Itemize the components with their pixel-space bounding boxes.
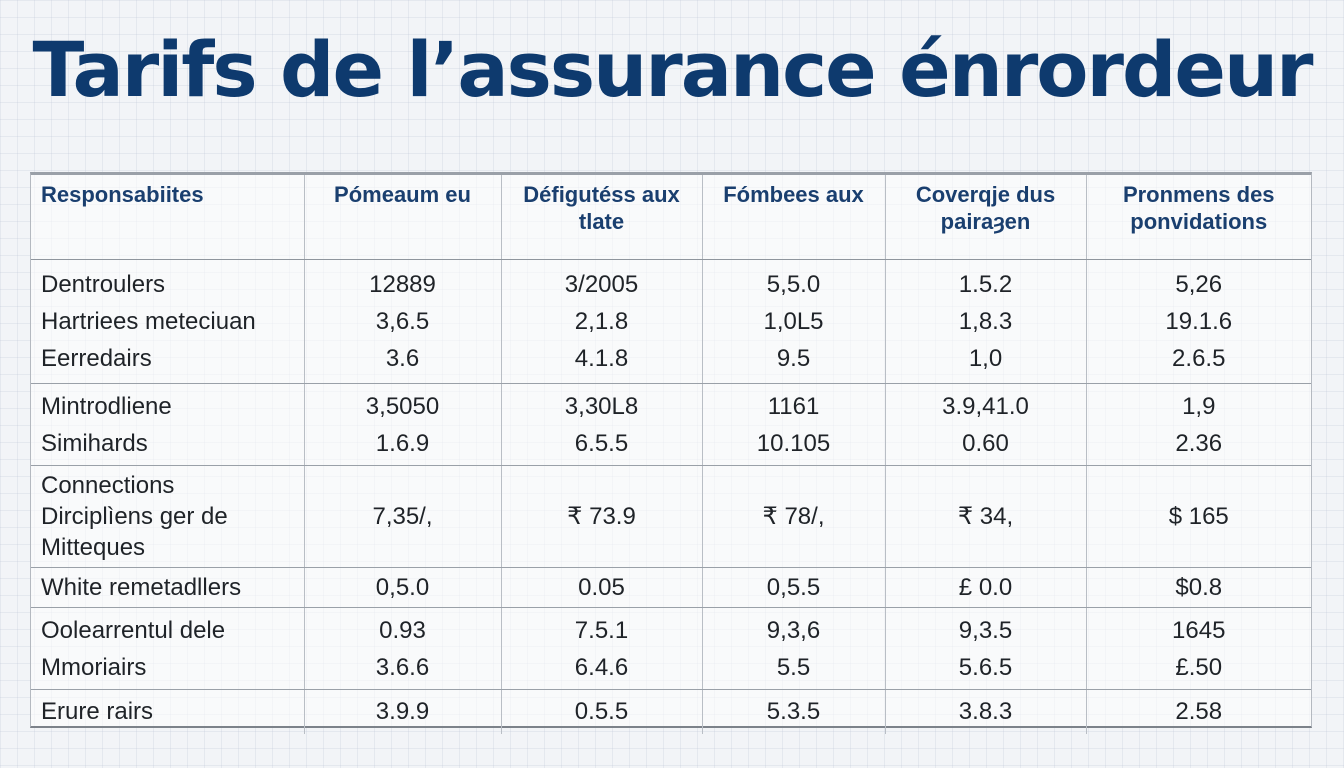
table-cell (885, 260, 1086, 384)
row-label: White remetadllers (41, 574, 242, 601)
row-label: Eerredairs (41, 345, 152, 372)
page-title: Tarifs de l’assurance énrordeur (32, 25, 1312, 114)
cell-value: 5,5.0 (766, 271, 821, 298)
cell-value: 3,30L8 (564, 392, 639, 420)
cell-value: 0,5.5 (766, 574, 821, 601)
cell-value: 1,0L5 (763, 308, 824, 335)
row-label: Mintrodliene (41, 392, 172, 420)
cell-value: 3,5050 (365, 392, 440, 420)
cell-value: 1,0 (968, 345, 1003, 372)
table-row-group (31, 384, 1311, 466)
cell-value: 3.9,41.0 (942, 392, 1029, 420)
cell-value: ₹ 73.9 (567, 503, 636, 530)
table-cell (304, 384, 501, 466)
table-cell (304, 466, 501, 568)
table-cell (885, 608, 1086, 690)
cell-value: ₹ 34, (957, 503, 1014, 530)
cell-value: 1,8.3 (958, 308, 1013, 335)
cell-value: 7,35/, (372, 503, 433, 530)
table-cell (885, 568, 1086, 608)
cell-value: 9,3,6 (766, 616, 821, 644)
table-row-group (31, 690, 1311, 734)
table-cell (304, 568, 501, 608)
cell-value: ₹ 78/, (762, 503, 825, 530)
table-cell (702, 384, 885, 466)
table-cell (501, 260, 702, 384)
table-cell (31, 384, 304, 466)
cell-value: 19.1.6 (1165, 308, 1233, 335)
table-cell (702, 260, 885, 384)
cell-value: 3.6 (385, 345, 420, 372)
table-header-row (31, 175, 1311, 260)
cell-value: 4.1.8 (574, 345, 629, 372)
cell-value: 2,1.8 (574, 308, 629, 335)
cell-value: 0,5.0 (375, 574, 430, 601)
row-label: Mitteques (41, 534, 146, 561)
cell-value: 0.5.5 (574, 698, 629, 726)
cell-value: 3.8.3 (958, 698, 1013, 726)
cell-value: 9,3.5 (958, 616, 1013, 644)
table-cell (501, 690, 702, 734)
cell-value: 10.105 (756, 429, 831, 457)
table-row-group (31, 568, 1311, 608)
cell-value: £.50 (1175, 653, 1223, 681)
row-label: Hartriees meteciuan (41, 308, 256, 335)
cell-value: 3.6.6 (375, 653, 430, 681)
cell-value: 7.5.1 (574, 616, 629, 644)
table-cell (1086, 466, 1311, 568)
rates-table-container (30, 172, 1312, 728)
row-label: Erure rairs (41, 698, 154, 726)
column-header: Défigutéss aux tlate (501, 175, 702, 260)
table-cell (885, 690, 1086, 734)
cell-value: 5.5 (776, 653, 811, 681)
table-cell (304, 260, 501, 384)
table-row-group (31, 260, 1311, 384)
row-label: Mmoriairs (41, 653, 147, 681)
cell-value: 1.5.2 (958, 271, 1013, 298)
table-cell (702, 608, 885, 690)
table-cell (304, 690, 501, 734)
table-cell (501, 568, 702, 608)
table-cell (1086, 568, 1311, 608)
column-header: Responsabiites (31, 175, 304, 260)
cell-value: 1,9 (1182, 392, 1216, 420)
cell-value: 2.58 (1175, 698, 1223, 726)
table-cell (501, 384, 702, 466)
cell-value: 1.6.9 (375, 429, 430, 457)
row-label: Connections (41, 472, 175, 499)
cell-value: 6.4.6 (574, 653, 629, 681)
cell-value: 5.3.5 (766, 698, 821, 726)
cell-value: 5,26 (1175, 271, 1223, 298)
cell-value: 1161 (767, 392, 820, 420)
row-label: Simihards (41, 429, 148, 457)
table-cell (31, 568, 304, 608)
cell-value: 1645 (1172, 616, 1226, 644)
table-row-group (31, 466, 1311, 568)
table-cell (31, 690, 304, 734)
cell-value: 9.5 (776, 345, 811, 372)
table-cell (501, 608, 702, 690)
cell-value: 5.6.5 (958, 653, 1013, 681)
cell-value: 0.05 (578, 574, 625, 601)
cell-value: 3/2005 (564, 271, 639, 298)
cell-value: £ 0.0 (958, 574, 1013, 601)
cell-value: 0.60 (962, 429, 1009, 457)
table-cell (304, 608, 501, 690)
row-label: Oolearrentul dele (41, 616, 226, 644)
table-cell (702, 690, 885, 734)
cell-value: 12889 (369, 271, 436, 298)
cell-value: 2.36 (1175, 429, 1223, 457)
table-cell (702, 466, 885, 568)
column-header: Pómeaum eu (304, 175, 501, 260)
table-cell (885, 466, 1086, 568)
table-row-group (31, 608, 1311, 690)
table-cell (31, 466, 304, 568)
table-cell (1086, 690, 1311, 734)
column-header: Coverqje dus pairaȝen (885, 175, 1086, 260)
table-cell (1086, 260, 1311, 384)
column-header: Fómbees aux (702, 175, 885, 260)
cell-value: 3.9.9 (375, 698, 430, 726)
cell-value: 6.5.5 (574, 429, 629, 457)
table-cell (1086, 384, 1311, 466)
cell-value: 3,6.5 (375, 308, 430, 335)
row-label: Dentroulers (41, 271, 166, 298)
table-cell (702, 568, 885, 608)
cell-value: $ 165 (1168, 503, 1229, 530)
row-label: Dirciplìens ger de (41, 503, 228, 530)
table-cell (885, 384, 1086, 466)
rates-table (31, 175, 1311, 734)
table-cell (31, 608, 304, 690)
table-cell (1086, 608, 1311, 690)
table-cell (501, 466, 702, 568)
cell-value: 2.6.5 (1172, 345, 1226, 372)
table-cell (31, 260, 304, 384)
column-header: Pronmens des ponvidations (1086, 175, 1311, 260)
cell-value: $0.8 (1175, 574, 1223, 601)
cell-value: 0.93 (379, 616, 426, 644)
